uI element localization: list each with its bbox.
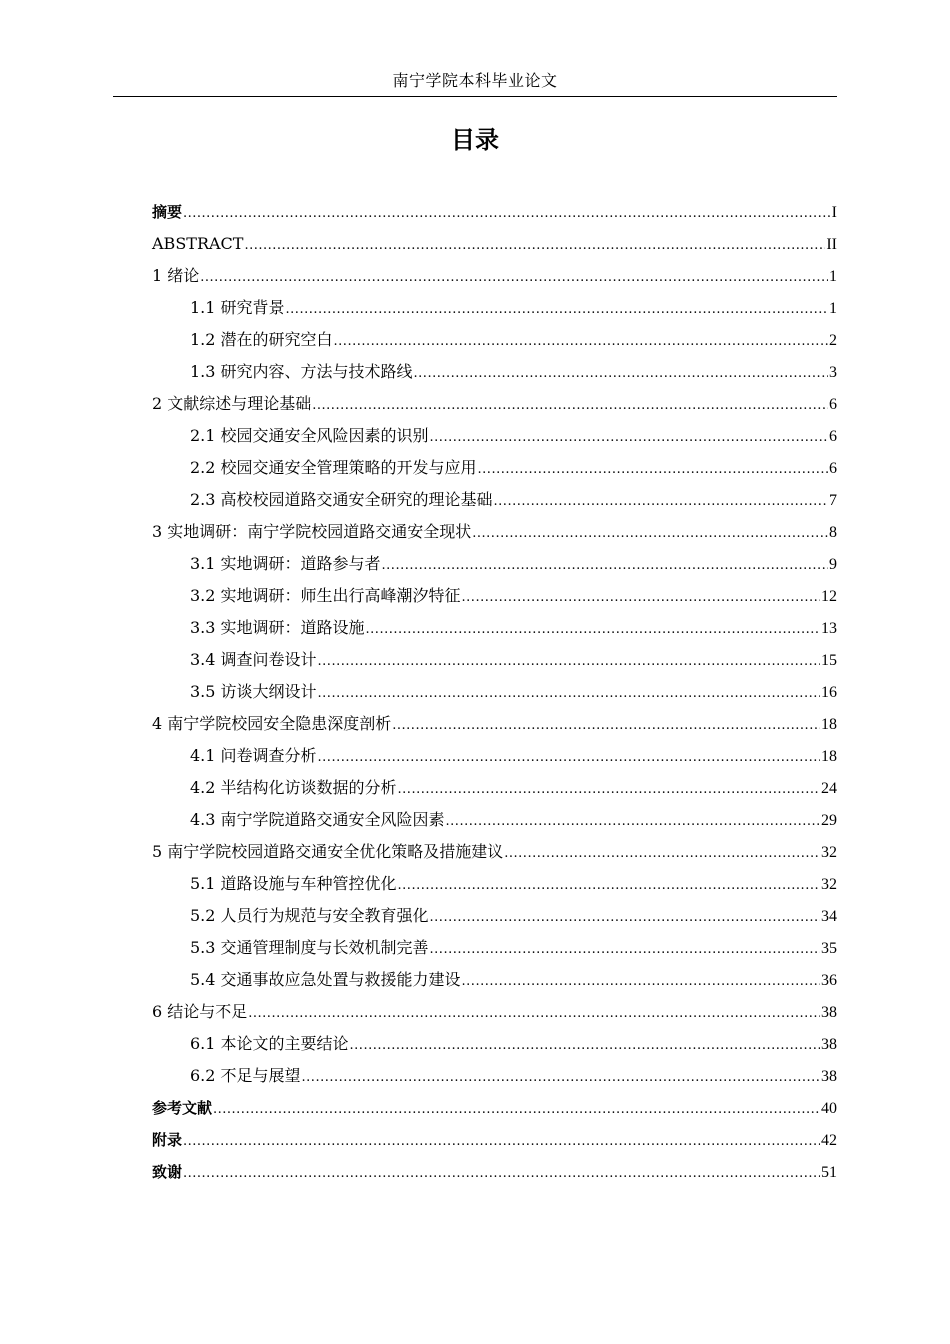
toc-entry-label: 2.1 校园交通安全风险因素的识别 bbox=[190, 426, 429, 445]
toc-dot-leader bbox=[462, 582, 820, 614]
toc-entry-page-number: 16 bbox=[821, 684, 837, 701]
toc-entry-page-number: 15 bbox=[821, 652, 837, 669]
toc-dot-leader bbox=[430, 422, 828, 454]
toc-entry-label: 附录 bbox=[152, 1131, 183, 1149]
toc-entry-label: 4 南宁学院校园安全隐患深度剖析 bbox=[152, 714, 392, 733]
toc-entry[interactable] bbox=[152, 612, 837, 644]
toc-entry-label: 1 绪论 bbox=[152, 266, 200, 285]
toc-dot-leader bbox=[183, 198, 831, 230]
toc-entry[interactable] bbox=[152, 484, 837, 516]
toc-entry[interactable] bbox=[152, 548, 837, 580]
toc-entry-page-number: 2 bbox=[829, 332, 837, 349]
toc-entry-page-number: 1 bbox=[829, 300, 837, 317]
toc-entry[interactable] bbox=[152, 772, 837, 804]
toc-dot-leader bbox=[398, 774, 820, 806]
toc-entry[interactable] bbox=[152, 996, 837, 1028]
toc-entry[interactable] bbox=[152, 324, 837, 356]
toc-entry-label: 1.2 潜在的研究空白 bbox=[190, 330, 333, 349]
toc-entry[interactable] bbox=[152, 836, 837, 868]
toc-entry[interactable] bbox=[152, 676, 837, 708]
toc-entry-label: 参考文献 bbox=[152, 1099, 213, 1117]
toc-entry-page-number: 6 bbox=[829, 428, 837, 445]
toc-dot-leader bbox=[183, 1158, 820, 1190]
toc-dot-leader bbox=[350, 1030, 820, 1062]
toc-dot-leader bbox=[213, 1094, 820, 1126]
toc-entry-label: 6.1 本论文的主要结论 bbox=[190, 1034, 349, 1053]
toc-entry-page-number: I bbox=[831, 204, 837, 221]
toc-dot-leader bbox=[462, 966, 820, 998]
toc-entry-page-number: 29 bbox=[821, 812, 837, 829]
toc-entry-page-number: 7 bbox=[829, 492, 837, 509]
toc-entry[interactable] bbox=[152, 420, 837, 452]
toc-entry[interactable] bbox=[152, 452, 837, 484]
toc-entry-label: 1.1 研究背景 bbox=[190, 298, 285, 317]
toc-dot-leader bbox=[248, 998, 820, 1030]
toc-entry[interactable] bbox=[152, 708, 837, 740]
toc-entry-page-number: 35 bbox=[821, 940, 837, 957]
toc-entry[interactable] bbox=[152, 1060, 837, 1092]
toc-entry[interactable] bbox=[152, 292, 837, 324]
toc-entry[interactable] bbox=[152, 740, 837, 772]
toc-dot-leader bbox=[286, 294, 828, 326]
toc-entry[interactable] bbox=[152, 580, 837, 612]
toc-entry-label: 4.3 南宁学院道路交通安全风险因素 bbox=[190, 810, 445, 829]
toc-entry[interactable] bbox=[152, 1156, 837, 1188]
toc-entry-label: 6.2 不足与展望 bbox=[190, 1066, 301, 1085]
toc-entry-label: 3.2 实地调研：师生出行高峰潮汐特征 bbox=[190, 586, 461, 605]
toc-dot-leader bbox=[312, 390, 828, 422]
toc-entry[interactable] bbox=[152, 228, 837, 260]
toc-entry-label: 3 实地调研：南宁学院校园道路交通安全现状 bbox=[152, 522, 472, 541]
toc-dot-leader bbox=[478, 454, 828, 486]
toc-dot-leader bbox=[494, 486, 828, 518]
toc-dot-leader bbox=[504, 838, 820, 870]
page-title: 目录 bbox=[451, 126, 499, 154]
toc-dot-leader bbox=[244, 230, 825, 262]
toc-dot-leader bbox=[366, 614, 820, 646]
toc-entry[interactable] bbox=[152, 804, 837, 836]
toc-entry-label: 5.2 人员行为规范与安全教育强化 bbox=[190, 906, 429, 925]
toc-entry-page-number: 6 bbox=[829, 460, 837, 477]
toc-entry-label: 3.3 实地调研：道路设施 bbox=[190, 618, 365, 637]
toc-entry-label: 4.1 问卷调查分析 bbox=[190, 746, 317, 765]
toc-entry-page-number: 18 bbox=[821, 716, 837, 733]
toc-entry[interactable] bbox=[152, 196, 837, 228]
toc-entry-label: 2.2 校园交通安全管理策略的开发与应用 bbox=[190, 458, 477, 477]
toc-entry-page-number: 40 bbox=[821, 1100, 837, 1117]
toc-dot-leader bbox=[392, 710, 820, 742]
toc-entry-page-number: 9 bbox=[829, 556, 837, 573]
toc-entry-page-number: 3 bbox=[829, 364, 837, 381]
toc-entry-label: 5.1 道路设施与车种管控优化 bbox=[190, 874, 397, 893]
toc-entry[interactable] bbox=[152, 260, 837, 292]
toc-entry-label: 5.3 交通管理制度与长效机制完善 bbox=[190, 938, 429, 957]
toc-dot-leader bbox=[430, 934, 820, 966]
toc-entry-label: 摘要 bbox=[152, 203, 183, 221]
toc-entry-page-number: 34 bbox=[821, 908, 837, 925]
toc-dot-leader bbox=[318, 742, 820, 774]
toc-entry-page-number: 8 bbox=[829, 524, 837, 541]
toc-entry-page-number: 13 bbox=[821, 620, 837, 637]
toc-entry-page-number: 1 bbox=[829, 268, 837, 285]
toc-entry-label: ABSTRACT bbox=[152, 234, 244, 253]
toc-entry-label: 2.3 高校校园道路交通安全研究的理论基础 bbox=[190, 490, 493, 509]
toc-entry[interactable] bbox=[152, 868, 837, 900]
toc-entry-label: 2 文献综述与理论基础 bbox=[152, 394, 312, 413]
toc-dot-leader bbox=[414, 358, 828, 390]
toc-dot-leader bbox=[472, 518, 828, 550]
toc-entry-page-number: 12 bbox=[821, 588, 837, 605]
toc-dot-leader bbox=[318, 646, 820, 678]
toc-entry-page-number: 38 bbox=[821, 1036, 837, 1053]
toc-entry-label: 5.4 交通事故应急处置与救援能力建设 bbox=[190, 970, 461, 989]
toc-entry-label: 4.2 半结构化访谈数据的分析 bbox=[190, 778, 397, 797]
toc-dot-leader bbox=[334, 326, 828, 358]
toc-entry[interactable] bbox=[152, 1028, 837, 1060]
toc-entry-page-number: 51 bbox=[821, 1164, 837, 1181]
toc-dot-leader bbox=[183, 1126, 820, 1158]
header-rule bbox=[113, 96, 837, 97]
toc-entry-label: 1.3 研究内容、方法与技术路线 bbox=[190, 362, 413, 381]
toc-entry-label: 致谢 bbox=[152, 1163, 183, 1181]
toc-entry-page-number: 42 bbox=[821, 1132, 837, 1149]
toc-entry-page-number: 18 bbox=[821, 748, 837, 765]
toc-entry[interactable] bbox=[152, 516, 837, 548]
toc-entry[interactable] bbox=[152, 1124, 837, 1156]
toc-entry-label: 6 结论与不足 bbox=[152, 1002, 248, 1021]
toc-entry[interactable] bbox=[152, 388, 837, 420]
toc-entry-page-number: 6 bbox=[829, 396, 837, 413]
toc-entry[interactable] bbox=[152, 1092, 837, 1124]
toc-dot-leader bbox=[382, 550, 828, 582]
toc-entry-label: 3.1 实地调研：道路参与者 bbox=[190, 554, 381, 573]
toc-entry-label: 3.4 调查问卷设计 bbox=[190, 650, 317, 669]
running-header: 南宁学院本科毕业论文 bbox=[392, 71, 558, 90]
toc-entry[interactable] bbox=[152, 356, 837, 388]
toc-dot-leader bbox=[200, 262, 828, 294]
toc-entry[interactable] bbox=[152, 644, 837, 676]
toc-entry-page-number: 38 bbox=[821, 1004, 837, 1021]
toc-entry-page-number: 38 bbox=[821, 1068, 837, 1085]
toc-dot-leader bbox=[318, 678, 820, 710]
toc-entry-page-number: 32 bbox=[821, 844, 837, 861]
toc-entry-page-number: II bbox=[826, 236, 837, 253]
toc-dot-leader bbox=[446, 806, 820, 838]
toc-entry-page-number: 36 bbox=[821, 972, 837, 989]
toc-entry-page-number: 32 bbox=[821, 876, 837, 893]
toc-entry[interactable] bbox=[152, 900, 837, 932]
toc-dot-leader bbox=[430, 902, 820, 934]
toc-dot-leader bbox=[398, 870, 820, 902]
table-of-contents bbox=[152, 196, 837, 1188]
toc-entry[interactable] bbox=[152, 964, 837, 996]
toc-entry-page-number: 24 bbox=[821, 780, 837, 797]
toc-entry-label: 5 南宁学院校园道路交通安全优化策略及措施建议 bbox=[152, 842, 504, 861]
toc-entry-label: 3.5 访谈大纲设计 bbox=[190, 682, 317, 701]
toc-dot-leader bbox=[302, 1062, 820, 1094]
toc-entry[interactable] bbox=[152, 932, 837, 964]
